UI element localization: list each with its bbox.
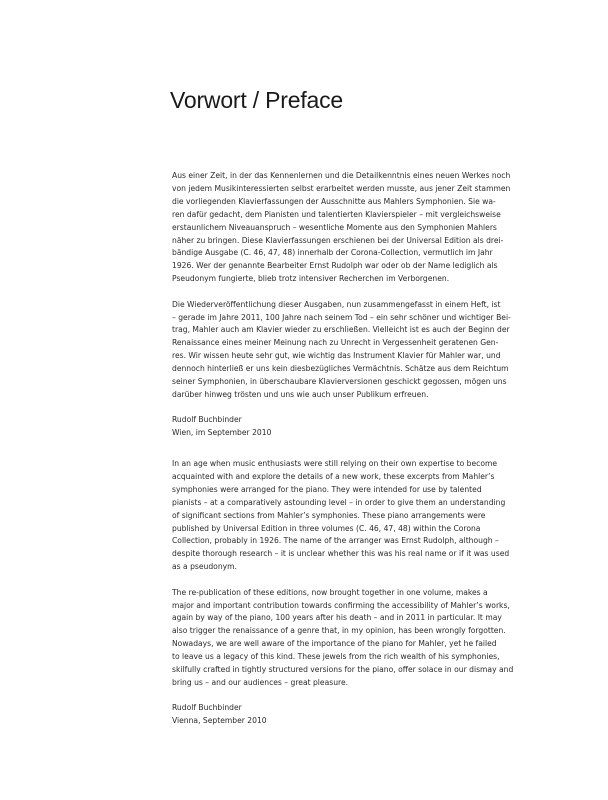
signature-place-date: Vienna, September 2010 (172, 716, 267, 726)
text-line: of significant sections from Mahler’s symphonies. These piano arrangements were (172, 510, 486, 520)
page-title: Vorwort / Preface (170, 87, 344, 114)
signature-name: Rudolf Buchbinder (172, 415, 242, 425)
text-line: seiner Symphonien, in überschaubare Klavierversionen geschickt gegossen, mögen uns (172, 377, 507, 387)
text-line: acquainted with and explore the details of a new work, these excerpts from Mahler’s (172, 471, 495, 481)
text-line: skilfully crafted in tightly structured versions for the piano, offer solace in our dismay and (172, 665, 514, 675)
text-line: erstaunlichem Niveauanspruch – wesentliche Momente aus den Symphonien Mahlers (172, 222, 497, 232)
paragraph (172, 170, 511, 286)
text-line: bändige Ausgabe (C. 46, 47, 48) innerhalb der Corona-Collection, vermutlich im Jahr (172, 248, 493, 258)
text-line: Nowadays, we are well aware of the importance of the piano for Mahler, yet he failed (172, 639, 497, 649)
text-line: die vorliegenden Klavierfassungen der Ausschnitte aus Mahlers Symphonien. Sie wa- (172, 196, 496, 206)
text-line: näher zu bringen. Diese Klavierfassungen erschienen bei der Universal Edition als drei- (172, 235, 504, 245)
text-line: bring us – and our audiences – great pleasure. (172, 678, 349, 687)
text-line: Collection, probably in 1926. The name of the arranger was Ernst Rudolph, although – (172, 536, 499, 546)
text-line: Die Wiederveröffentlichung dieser Ausgaben, nun zusammengefasst in einem Heft, ist (172, 299, 501, 309)
signature (172, 702, 448, 728)
signature (172, 414, 448, 440)
text-line: The re-publication of these editions, now brought together in one volume, makes a (172, 587, 488, 597)
text-line: Renaissance eines meiner Meinung nach zu Unrecht in Vergessenheit geratenen Gen- (172, 338, 499, 348)
text-line: published by Universal Edition in three volumes (C. 46, 47, 48) within the Corona (172, 523, 481, 533)
signature-place-date: Wien, im September 2010 (172, 428, 272, 438)
text-line: dennoch hinterließ er uns kein diesbezügliches Vermächtnis. Schätze aus dem Reichtum (172, 364, 509, 374)
paragraph (172, 299, 511, 402)
text-line: darüber hinweg trösten und uns wie auch unser Publikum erfreuen. (172, 390, 429, 399)
text-line: res. Wir wissen heute sehr gut, wie wichtig das Instrument Klavier für Mahler war, und (172, 351, 501, 361)
text-line: as a pseudonym. (172, 562, 237, 572)
text-line: Pseudonym fungierte, blieb trotz intensiver Recherchen im Verborgenen. (172, 274, 450, 284)
text-line: von jedem Musikinteressierten selbst erarbeitet werden musste, aus jener Zeit stammen (172, 183, 511, 193)
text-line: also trigger the renaissance of a genre that, in my opinion, has been wrongly forgotten. (172, 626, 506, 636)
text-line: to leave us a legacy of this kind. These jewels from the rich wealth of his symphonies, (172, 652, 500, 662)
signature-name: Rudolf Buchbinder (172, 703, 242, 713)
text-line: In an age when music enthusiasts were still relying on their own expertise to become (172, 459, 498, 468)
text-line: – gerade im Jahre 2011, 100 Jahre nach seinem Tod – ein sehr schöner und wichtiger Bei- (172, 312, 511, 322)
text-line: ren dafür gedacht, dem Pianisten und talentierten Klavierspieler – mit vergleichsweise (172, 209, 501, 219)
german-preface (172, 170, 511, 453)
text-line: symphonies were arranged for the piano. They were intended for use by talented (172, 484, 482, 494)
text-line: Aus einer Zeit, in der das Kennenlernen und die Detailkenntnis eines neuen Werkes noch (172, 171, 511, 180)
text-line: despite thorough research – it is unclear whether this was his real name or if it was used (172, 549, 510, 559)
english-preface (172, 458, 514, 741)
text-line: 1926. Wer der genannte Bearbeiter Ernst Rudolph war oder ob der Name lediglich als (172, 261, 498, 271)
paragraph (172, 458, 510, 574)
text-line: trag, Mahler auch am Klavier wieder zu erschließen. Vielleicht ist es auch der Beginn der (172, 325, 510, 335)
paragraph (172, 587, 514, 690)
text-line: pianists – at a comparatively astounding level – in order to give them an understanding (172, 497, 506, 507)
text-line: major and important contribution towards confirming the accessibility of Mahler’s works, (172, 600, 510, 610)
text-line: again by way of the piano, 100 years after his death – and in 2011 in particular. It may (172, 613, 502, 623)
